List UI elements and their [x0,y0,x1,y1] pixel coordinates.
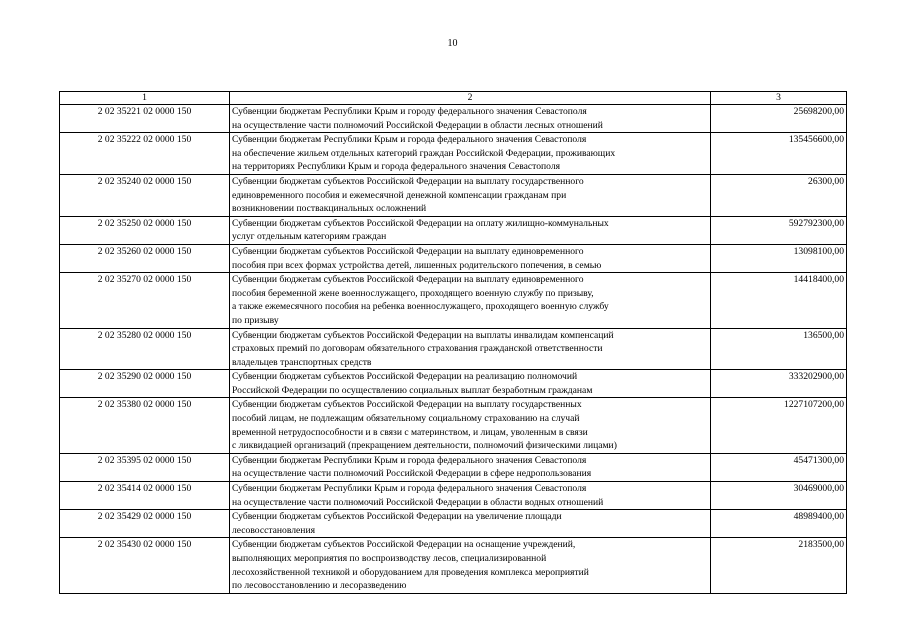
description-line: пособий лицам, не подлежащим обязательному социальному страхованию на случай [232,413,580,425]
description-line: Субвенции бюджетам субъектов Российской Федерации на оснащение учреждений, [232,539,576,551]
description-line: по лесовосстановлению и лесоразведению [232,580,407,592]
page-number: 10 [447,38,458,49]
description-line: Субвенции бюджетам субъектов Российской Федерации на реализацию полномочий [232,371,578,383]
description-line: пособия беременной жене военнослужащего, проходящего военную службу по призыву, [232,287,594,299]
description-cell [230,133,711,175]
table-body [60,105,847,594]
table-row [60,273,847,328]
description-line: пособия при всех формах устройства детей, лишенных родительского попечения, в семью [232,259,602,271]
description-line: с ликвидацией организаций (прекращением деятельности, полномочий физическими лицами) [232,440,617,452]
budget-code-cell: 2 02 35222 02 0000 150 [60,133,230,175]
table-row [60,398,847,453]
table-row [60,453,847,481]
amount-cell: 45471300,00 [711,453,847,481]
description-line: Субвенции бюджетам субъектов Российской Федерации на выплату единовременного [232,274,584,286]
description-line: на осуществление части полномочий Российской Федерации в сфере недропользования [232,468,592,480]
description-line: выполняющих мероприятия по воспроизводству лесов, специализированной [232,553,547,564]
description-line: Субвенции бюджетам субъектов Российской Федерации на оплату жилищно-коммунальных [232,217,609,229]
description-cell [230,510,711,538]
amount-cell: 136500,00 [711,328,847,370]
description-line: страховых премий по договорам обязательного страхования гражданской ответственности [232,343,603,355]
budget-code-cell: 2 02 35395 02 0000 150 [60,453,230,481]
budget-code-cell: 2 02 35380 02 0000 150 [60,398,230,453]
description-line: Субвенции бюджетам субъектов Российской Федерации на выплату государственных [232,399,582,411]
amount-cell: 26300,00 [711,174,847,216]
description-line: Российской Федерации по осуществлению социальных выплат безработным гражданам [232,384,593,396]
description-line: Субвенции бюджетам субъектов Российской Федерации на выплаты инвалидам компенсаций [232,329,614,341]
description-cell [230,538,711,593]
budget-code-cell: 2 02 35260 02 0000 150 [60,244,230,272]
amount-cell: 1227107200,00 [711,398,847,453]
description-line: услуг отдельным категориям граждан [232,231,387,243]
description-line: на осуществление части полномочий Российской Федерации в области лесных отношений [232,119,603,131]
table-header-row [60,92,847,105]
amount-cell: 333202900,00 [711,370,847,398]
budget-code-cell: 2 02 35280 02 0000 150 [60,328,230,370]
description-line: единовременного пособия и ежемесячной денежной компенсации гражданам при [232,189,567,201]
budget-code-cell: 2 02 35221 02 0000 150 [60,105,230,133]
amount-cell: 135456600,00 [711,133,847,175]
description-line: Субвенции бюджетам субъектов Российской Федерации на выплату государственного [232,175,584,187]
budget-code-cell: 2 02 35240 02 0000 150 [60,174,230,216]
description-cell [230,244,711,272]
description-line: возникновении поствакцинальных осложнений [232,203,427,215]
description-cell [230,482,711,510]
budget-code-cell: 2 02 35250 02 0000 150 [60,216,230,244]
description-line: лесовосстановления [232,524,315,536]
description-cell [230,174,711,216]
description-line: Субвенции бюджетам Республики Крым и города федерального значения Севастополя [232,454,587,466]
table-row [60,105,847,133]
budget-code-cell: 2 02 35429 02 0000 150 [60,510,230,538]
column-header-name: 2 [230,92,711,105]
amount-cell: 14418400,00 [711,273,847,328]
description-cell [230,370,711,398]
description-cell [230,105,711,133]
table-row [60,133,847,175]
column-header-code: 1 [60,92,230,105]
description-line: на территориях Республики Крым и города федерального значения Севастополя [232,161,561,173]
amount-cell: 48989400,00 [711,510,847,538]
table-row [60,482,847,510]
description-line: временной нетрудоспособности и в связи с материнством, и лицам, уволенным в связи [232,426,588,438]
description-cell [230,273,711,328]
column-header-amount: 3 [711,92,847,105]
budget-code-cell: 2 02 35430 02 0000 150 [60,538,230,593]
table-row [60,510,847,538]
table-row [60,538,847,593]
description-line: Субвенции бюджетам субъектов Российской Федерации на выплату единовременного [232,245,584,257]
description-cell [230,398,711,453]
budget-code-cell: 2 02 35290 02 0000 150 [60,370,230,398]
table-row [60,370,847,398]
table-row [60,216,847,244]
description-line: лесохозяйственной техникой и оборудованием для проведения комплекса мероприятий [232,566,589,578]
description-line: Субвенции бюджетам Республики Крым и города федерального значения Севастополя [232,134,587,146]
description-cell [230,216,711,244]
amount-cell: 25698200,00 [711,105,847,133]
amount-cell: 592792300,00 [711,216,847,244]
budget-table [59,91,847,594]
budget-code-cell: 2 02 35414 02 0000 150 [60,482,230,510]
description-line: на осуществление части полномочий Российской Федерации в области водных отношений [232,496,604,508]
description-line: а также ежемесячного пособия на ребенка военнослужащего, проходящего военную службу [232,301,609,313]
table-row [60,244,847,272]
description-cell [230,328,711,370]
table-row [60,328,847,370]
amount-cell: 30469000,00 [711,482,847,510]
description-line: Субвенции бюджетам Республики Крым и города федерального значения Севастополя [232,483,587,495]
budget-code-cell: 2 02 35270 02 0000 150 [60,273,230,328]
description-cell [230,453,711,481]
amount-cell: 2183500,00 [711,538,847,593]
description-line: по призыву [232,314,279,326]
description-line: Субвенции бюджетам Республики Крым и городу федерального значения Севастополя [232,106,587,117]
amount-cell: 13098100,00 [711,244,847,272]
description-line: Субвенции бюджетам субъектов Российской Федерации на увеличение площади [232,511,562,523]
description-line: на обеспечение жильем отдельных категорий граждан Российской Федерации, проживающих [232,147,616,159]
table-row [60,174,847,216]
description-line: владельцев транспортных средств [232,356,372,368]
